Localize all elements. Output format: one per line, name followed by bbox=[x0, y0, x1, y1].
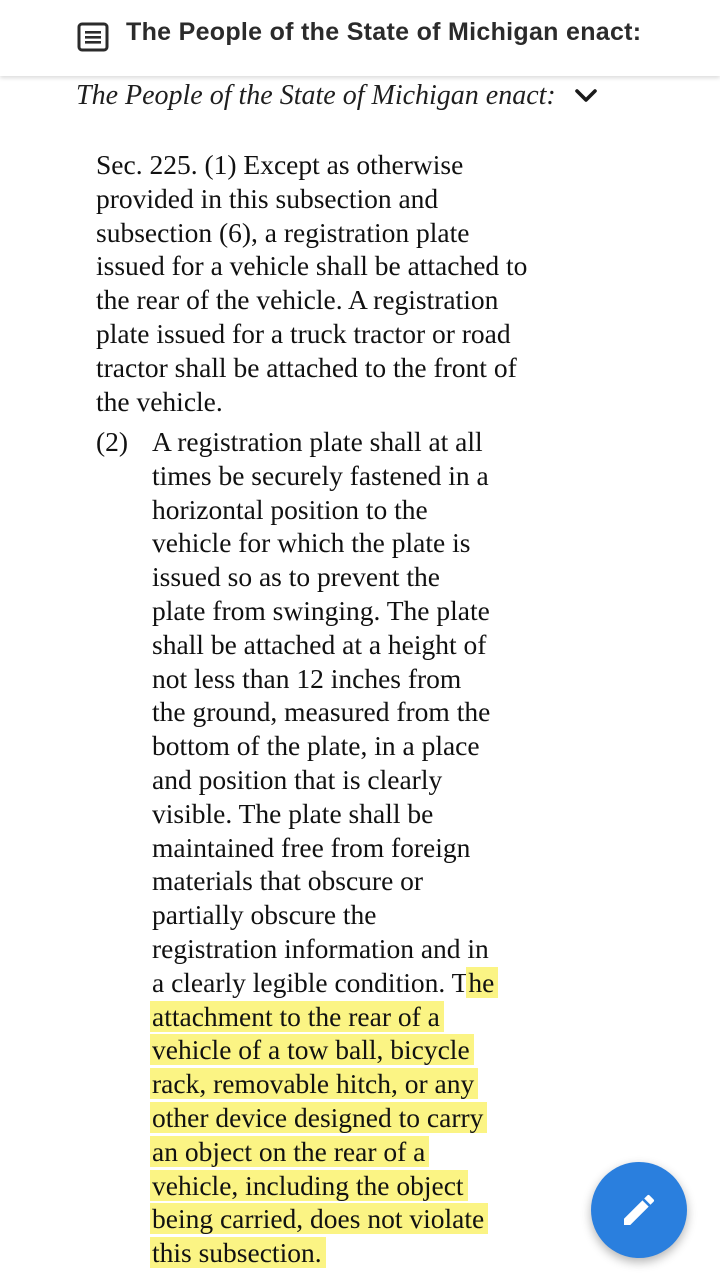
highlighted-text: vehicle, including the object bbox=[152, 1169, 464, 1201]
edit-fab-button[interactable] bbox=[591, 1162, 687, 1258]
text-fragment: shall be attached at a height of bbox=[152, 628, 487, 660]
text-fragment: visible. The plate shall be bbox=[152, 797, 434, 829]
text-line bbox=[152, 864, 552, 898]
text-fragment: horizontal position to the bbox=[152, 493, 428, 525]
text-fragment: plate from swinging. The plate bbox=[152, 594, 490, 626]
text-fragment: provided in this subsection and bbox=[96, 182, 439, 214]
text-fragment: partially obscure the bbox=[152, 899, 377, 931]
text-fragment: A registration plate shall at all bbox=[152, 426, 483, 457]
text-fragment: the rear of the vehicle. A registration bbox=[96, 284, 499, 316]
text-line bbox=[152, 763, 552, 797]
text-line bbox=[152, 594, 552, 628]
text-line bbox=[96, 283, 586, 317]
subsection-2 bbox=[152, 425, 552, 1270]
text-fragment: not less than 12 inches from bbox=[152, 662, 462, 694]
text-line bbox=[152, 797, 552, 831]
text-fragment: the vehicle. bbox=[96, 385, 223, 417]
text-line bbox=[152, 1169, 552, 1203]
text-fragment: and position that is clearly bbox=[152, 763, 443, 795]
text-line bbox=[152, 695, 552, 729]
top-app-bar bbox=[0, 0, 720, 76]
highlighted-text: being carried, does not violate bbox=[152, 1203, 485, 1235]
text-line bbox=[96, 317, 586, 351]
text-line bbox=[152, 1033, 552, 1067]
text-line bbox=[152, 560, 552, 594]
text-fragment: plate issued for a truck tractor or road bbox=[96, 317, 511, 349]
text-line bbox=[96, 148, 586, 182]
text-fragment: issued for a vehicle shall be attached to bbox=[96, 250, 528, 282]
text-fragment: registration information and in bbox=[152, 932, 489, 964]
text-line bbox=[152, 1101, 552, 1135]
text-line bbox=[152, 1236, 552, 1270]
highlighted-text: other device designed to carry bbox=[152, 1101, 484, 1133]
text-line bbox=[152, 898, 552, 932]
highlighted-text: attachment to the rear of a bbox=[152, 1000, 440, 1032]
subsection-2-label: (2) bbox=[96, 426, 129, 457]
text-line bbox=[152, 1000, 552, 1034]
text-fragment: a clearly legible condition. T bbox=[152, 966, 469, 998]
text-line bbox=[152, 628, 552, 662]
text-fragment: subsection (6), a registration plate bbox=[96, 216, 470, 248]
highlighted-text: vehicle of a tow ball, bicycle bbox=[152, 1034, 470, 1066]
text-fragment: times be securely fastened in a bbox=[152, 459, 489, 491]
text-line bbox=[152, 1067, 552, 1101]
text-line bbox=[96, 182, 586, 216]
section-heading: The People of the State of Michigan enact: bbox=[76, 80, 556, 111]
text-line bbox=[96, 216, 586, 250]
text-fragment: Sec. 225. (1) Except as otherwise bbox=[96, 149, 464, 180]
pencil-edit-icon bbox=[619, 1190, 659, 1230]
highlighted-text: an object on the rear of a bbox=[152, 1135, 426, 1167]
list-view-icon[interactable] bbox=[77, 22, 109, 52]
text-fragment: issued so as to prevent the bbox=[152, 561, 440, 593]
text-line bbox=[152, 932, 552, 966]
text-line bbox=[152, 459, 552, 493]
text-fragment: materials that obscure or bbox=[152, 865, 424, 897]
text-line bbox=[152, 1202, 552, 1236]
text-line bbox=[152, 831, 552, 865]
chevron-down-icon[interactable] bbox=[574, 88, 598, 104]
subsection-1 bbox=[96, 148, 586, 418]
text-line bbox=[152, 493, 552, 527]
text-line bbox=[96, 351, 586, 385]
text-line bbox=[152, 662, 552, 696]
text-fragment: vehicle for which the plate is bbox=[152, 527, 471, 559]
page-title: The People of the State of Michigan enact: bbox=[126, 18, 642, 46]
text-line bbox=[152, 526, 552, 560]
text-line bbox=[152, 729, 552, 763]
text-line bbox=[96, 385, 586, 419]
section-heading-toggle[interactable] bbox=[76, 78, 598, 114]
text-fragment: bottom of the plate, in a place bbox=[152, 730, 480, 762]
text-fragment: maintained free from foreign bbox=[152, 831, 471, 863]
text-line bbox=[152, 425, 552, 459]
highlighted-text: this subsection. bbox=[152, 1237, 322, 1269]
text-fragment: tractor shall be attached to the front of bbox=[96, 351, 517, 383]
text-fragment: the ground, measured from the bbox=[152, 696, 491, 728]
text-line bbox=[152, 966, 552, 1000]
text-line bbox=[96, 249, 586, 283]
text-line bbox=[152, 1135, 552, 1169]
highlighted-text: rack, removable hitch, or any bbox=[152, 1068, 475, 1100]
highlighted-text: he bbox=[468, 966, 495, 998]
